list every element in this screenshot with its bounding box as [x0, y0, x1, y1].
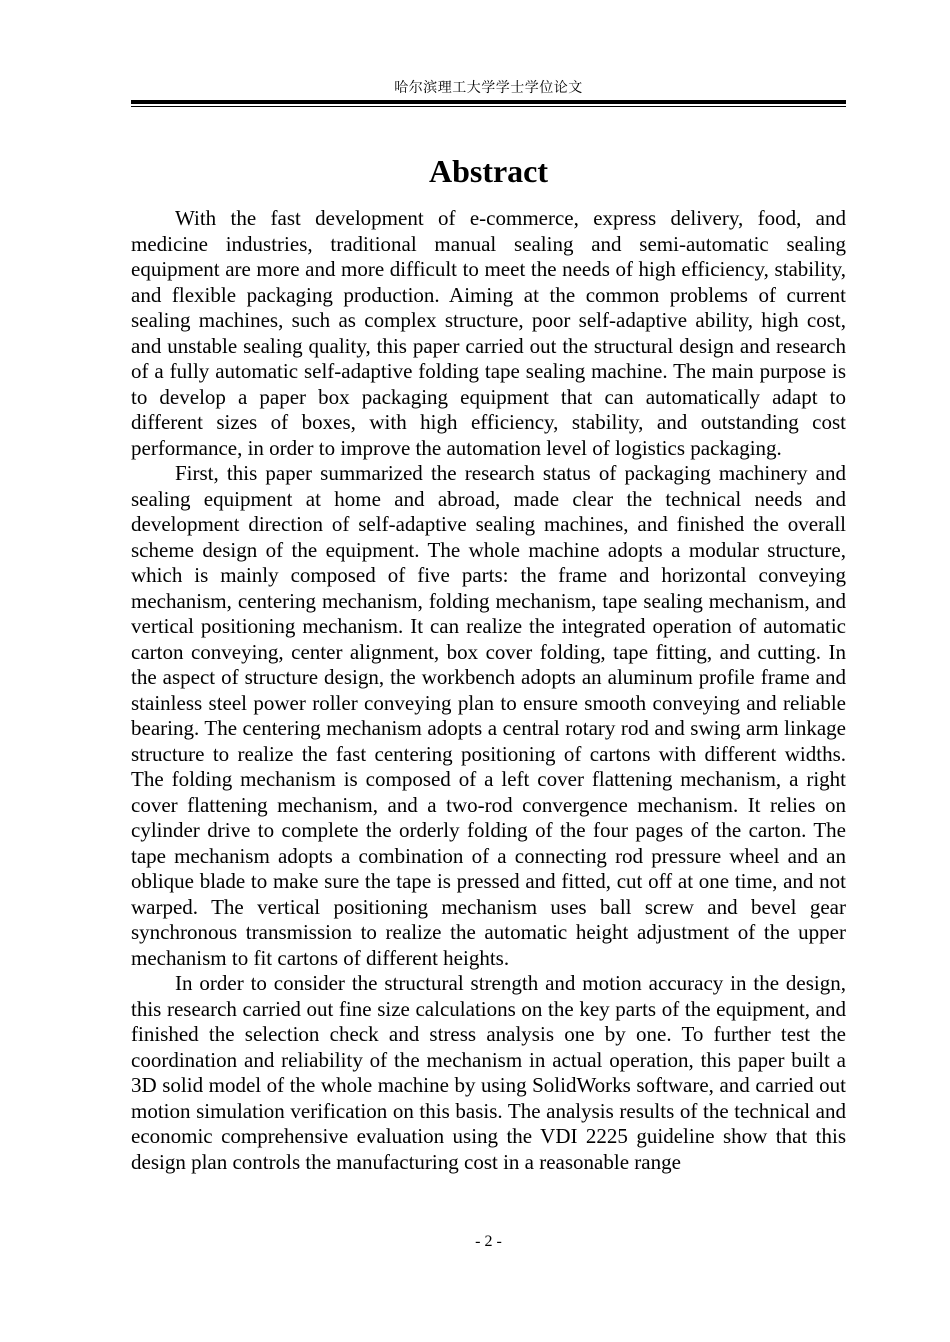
abstract-paragraph-3: In order to consider the structural strength and motion accuracy in the design, this research carried out fine size calculations on the key parts of the equipment, and finished the selection check and stress analysis one by one. To further test the coordination and reliability of the mechanism in actual operation, this paper built a 3D solid model of the whole machine by using SolidWorks software, and carried out motion simulation verification on this basis. The analysis results of the technical and economic comprehensive evaluation using the VDI 2225 guideline show that this design plan controls the manufacturing cost in a reasonable range [131, 971, 846, 1174]
abstract-body [131, 206, 846, 1175]
abstract-paragraph-1: With the fast development of e-commerce, express delivery, food, and medicine industries, traditional manual sealing and semi-automatic sealing equipment are more and more difficult to meet the needs of high efficiency, stability, and flexible packaging production. Aiming at the common problems of current sealing machines, such as complex structure, poor self-adaptive ability, high cost, and unstable sealing quality, this paper carried out the structural design and research of a fully automatic self-adaptive folding tape sealing machine. The main purpose is to develop a paper box packaging equipment that can automatically adapt to different sizes of boxes, with high efficiency, stability, and outstanding cost performance, in order to improve the automation level of logistics packaging. [131, 206, 846, 460]
header-rule-thin [131, 106, 846, 107]
abstract-title: Abstract [428, 153, 549, 190]
running-header: 哈尔滨理工大学学士学位论文 [394, 80, 583, 96]
abstract-paragraph-2: First, this paper summarized the research status of packaging machinery and sealing equipment at home and abroad, made clear the technical needs and development direction of self-adaptive sealing machines, and finished the overall scheme design of the equipment. The whole machine adopts a modular structure, which is mainly composed of five parts: the frame and horizontal conveying mechanism, centering mechanism, folding mechanism, tape sealing mechanism, and vertical positioning mechanism. It can realize the integrated operation of automatic carton conveying, center alignment, box cover folding, tape fitting, and cutting. In the aspect of structure design, the workbench adopts an aluminum profile frame and stainless steel power roller conveying plan to ensure smooth conveying and reliable bearing. The centering mechanism adopts a central rotary rod and swing arm linkage structure to realize the fast centering positioning of cartons with different widths. The folding mechanism is composed of a left cover flattening mechanism, a right cover flattening mechanism, and a two-rod convergence mechanism. It relies on cylinder drive to complete the orderly folding of the four pages of the carton. The tape mechanism adopts a combination of a connecting rod pressure wheel and an oblique blade to make sure the tape is pressed and fitted, cut off at one time, and not warped. The vertical positioning mechanism uses ball screw and bevel gear synchronous transmission to realize the automatic height adjustment of the upper mechanism to fit cartons of different heights. [131, 461, 846, 970]
page-number: - 2 - [475, 1233, 502, 1250]
header-rule-thick [131, 100, 846, 104]
